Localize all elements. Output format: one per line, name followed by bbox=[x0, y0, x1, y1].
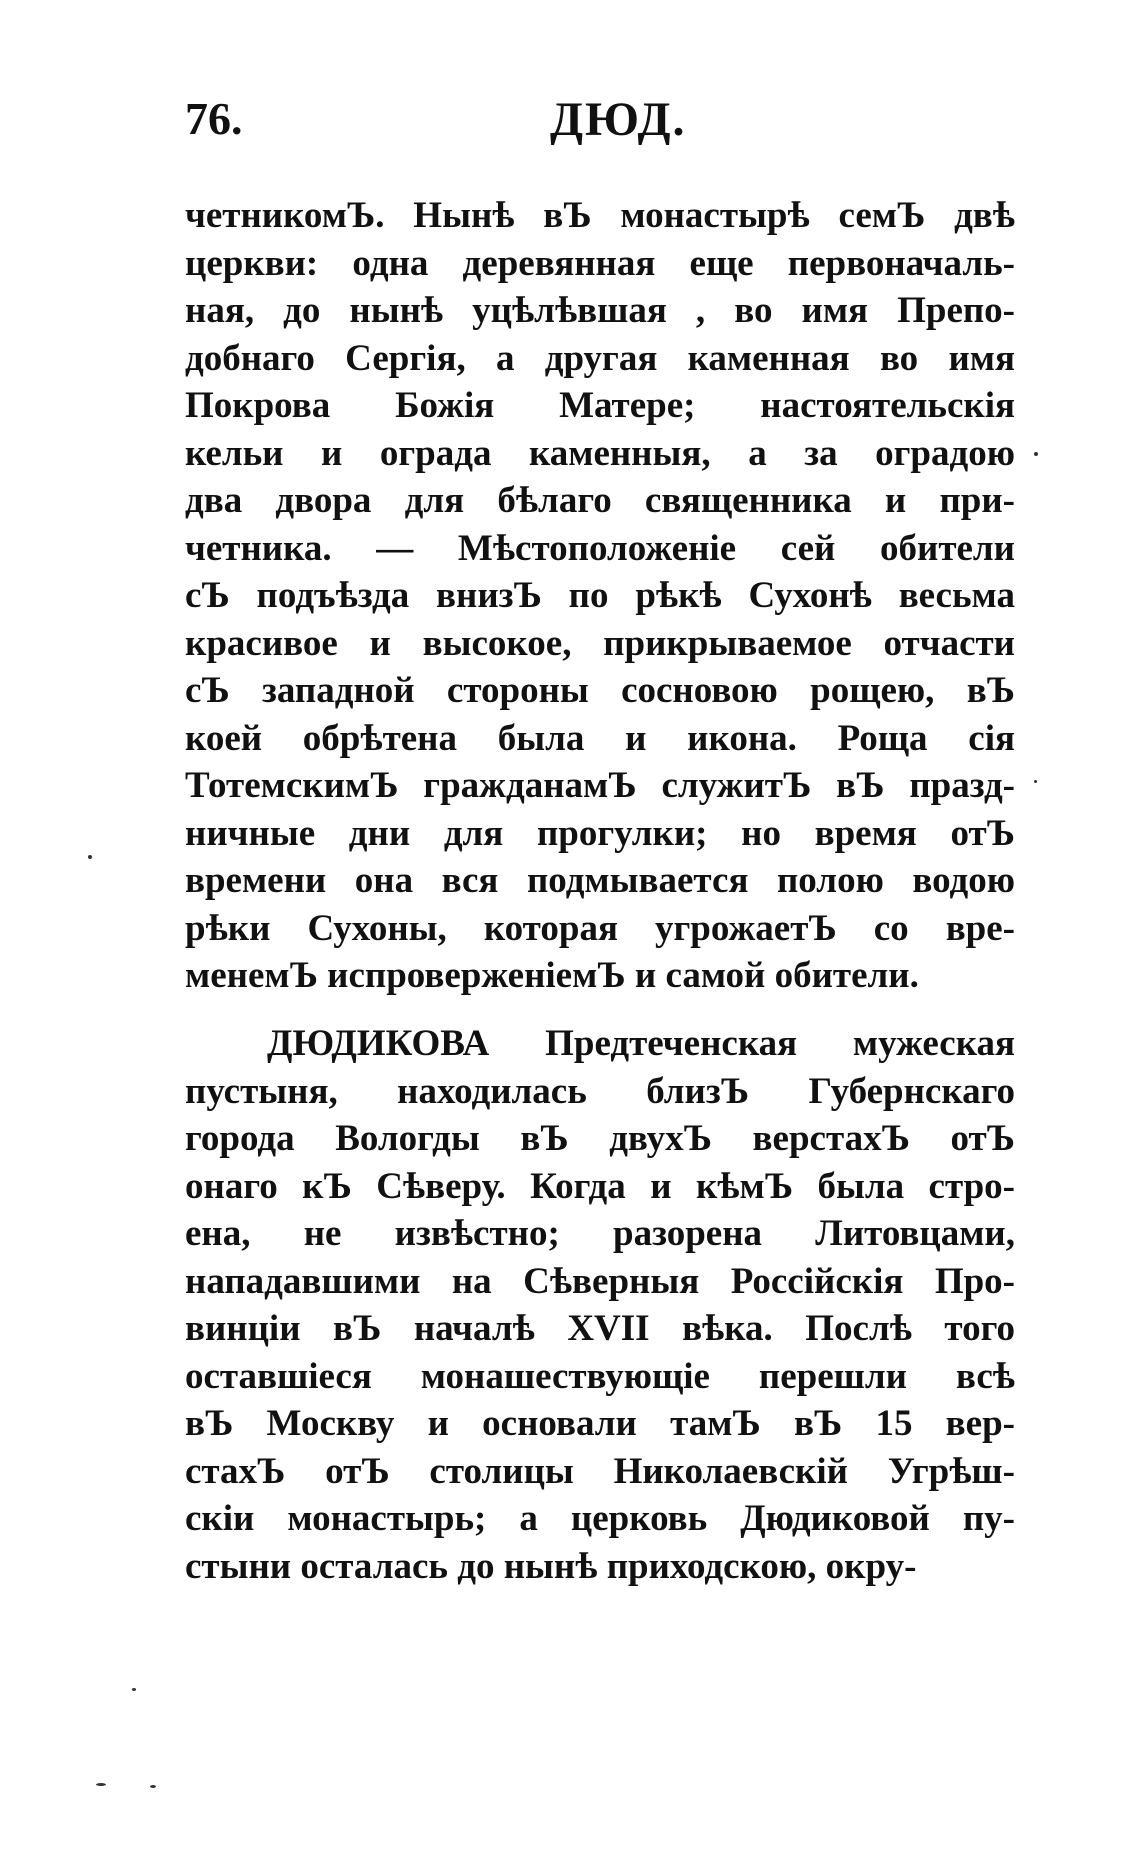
text-line: кельи и ограда каменныя, а за оградою bbox=[185, 432, 1015, 474]
text-line: времени она вся подмывается полою водою bbox=[185, 860, 1015, 901]
running-head: ДЮД. bbox=[550, 93, 687, 146]
text-line: стахЪ отЪ столицы Николаевскій Угрѣш- bbox=[185, 1450, 1015, 1492]
text-line: ТотемскимЪ гражданамЪ служитЪ вЪ празд- bbox=[185, 765, 1015, 806]
paragraph-monastery-description bbox=[185, 192, 1015, 1000]
scan-speck bbox=[150, 1785, 156, 1788]
text-line: церкви: одна деревянная еще первоначаль- bbox=[185, 242, 1015, 284]
text-line: добнаго Сергія, а другая каменная во имя bbox=[185, 337, 1015, 379]
scan-speck bbox=[1034, 780, 1037, 783]
text-line: четникомЪ. Нынѣ вЪ монастырѣ семЪ двѣ bbox=[185, 195, 1015, 236]
text-line: четника. — Мѣстоположеніе сей обители bbox=[185, 527, 1015, 569]
text-line: нападавшими на Сѣверныя Россійскія Про- bbox=[185, 1260, 1015, 1302]
page-number: 76. bbox=[185, 93, 243, 144]
text-line: вЪ Москву и основали тамЪ вЪ 15 вер- bbox=[185, 1403, 1015, 1444]
text-line: коей обрѣтена была и икона. Роща сія bbox=[185, 717, 1015, 759]
text-line: стыни осталась до нынѣ приходскою, окру- bbox=[185, 1545, 917, 1587]
text-line: ная, до нынѣ уцѣлѣвшая , во имя Препо- bbox=[185, 290, 1015, 331]
page-header bbox=[185, 92, 1015, 162]
scan-speck bbox=[1034, 452, 1038, 456]
entry-heading-line: ДЮДИКОВА Предтеченская мужеская bbox=[267, 1023, 1015, 1064]
text-line: ена, не извѣстно; разорена Литовцами, bbox=[185, 1213, 1015, 1254]
scan-speck bbox=[132, 1688, 136, 1691]
text-line: сЪ подъѣзда внизЪ по рѣкѣ Сухонѣ весьма bbox=[185, 575, 1015, 616]
text-line: оставшіеся монашествующіе перешли всѣ bbox=[185, 1355, 1015, 1397]
text-line: два двора для бѣлаго священника и при- bbox=[185, 480, 1015, 521]
text-line: Покрова Божія Матере; настоятельскія bbox=[185, 385, 1015, 426]
text-line: скіи монастырь; а церковь Дюдиковой пу- bbox=[185, 1498, 1015, 1539]
text-line: винціи вЪ началѣ XVII вѣка. Послѣ того bbox=[185, 1308, 1015, 1349]
scan-speck bbox=[96, 1783, 106, 1786]
paragraph-dyudikova-entry bbox=[185, 1020, 1015, 1590]
text-line: пустыня, находилась близЪ Губернскаго bbox=[185, 1070, 1015, 1112]
text-line: ничные дни для прогулки; но время отЪ bbox=[185, 812, 1015, 854]
scan-speck bbox=[88, 855, 92, 859]
text-line: менемЪ испроверженіемЪ и самой обители. bbox=[185, 955, 919, 996]
text-line: рѣки Сухоны, которая угрожаетЪ со вре- bbox=[185, 907, 1015, 949]
text-line: города Вологды вЪ двухЪ верстахЪ отЪ bbox=[185, 1118, 1015, 1159]
text-line: онаго кЪ Сѣверу. Когда и кѣмЪ была стро- bbox=[185, 1165, 1015, 1207]
text-line: сЪ западной стороны сосновою рощею, вЪ bbox=[185, 670, 1015, 711]
text-line: красивое и высокое, прикрываемое отчасти bbox=[185, 622, 1015, 664]
